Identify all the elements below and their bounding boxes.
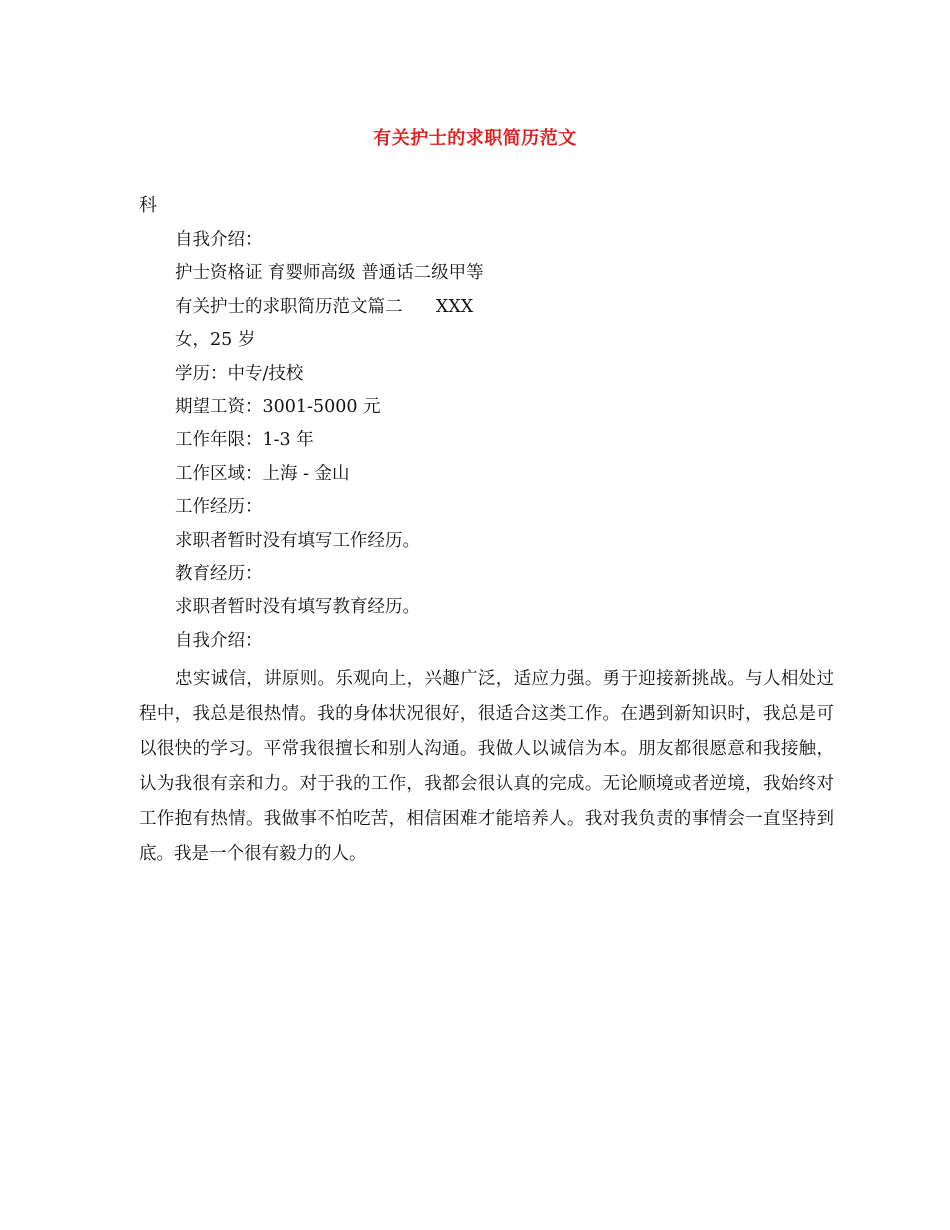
work-experience-text: 求职者暂时没有填写工作经历。 bbox=[175, 530, 420, 551]
section-heading-education: 教育经历： bbox=[175, 563, 263, 584]
section-heading-work-experience: 工作经历： bbox=[175, 497, 263, 518]
resume-lines bbox=[175, 228, 484, 662]
certificates-line: 护士资格证 育婴师高级 普通话二级甲等 bbox=[175, 263, 484, 284]
lead-text: 科 bbox=[139, 195, 157, 216]
section-heading-self-intro: 自我介绍： bbox=[175, 230, 263, 250]
gender-age-line: 女，25 岁 bbox=[175, 330, 256, 351]
work-years-line: 工作年限：1-3 年 bbox=[175, 430, 314, 451]
expected-salary-line: 期望工资：3001-5000 元 bbox=[175, 396, 381, 417]
section-heading-self-intro-2: 自我介绍： bbox=[175, 630, 263, 651]
work-region-line: 工作区域：上海 - 金山 bbox=[175, 463, 350, 484]
self-intro-paragraph: 忠实诚信，讲原则。乐观向上，兴趣广泛，适应力强。勇于迎接新挑战。与人相处过程中，我总是很热情。我的身体状况很好，很适合这类工作。在遇到新知识时，我总是可以很快的学习。平常我很擅长和别人沟通。我做人以诚信为本。朋友都很愿意和我接触，认为我很有亲和力。对于我的工作，我都会很认真的完成。无论顺境或者逆境，我始终对工作抱有热情。我做事不怕吃苦，相信困难才能培养人。我对我负责的事情会一直坚持到底。我是一个很有毅力的人。 bbox=[139, 669, 834, 864]
document-title: 有关护士的求职简历范文 bbox=[373, 128, 577, 149]
education-level-line: 学历：中专/技校 bbox=[175, 363, 304, 384]
resume-title-line: 有关护士的求职简历范文篇二 XXX bbox=[175, 296, 474, 317]
education-text: 求职者暂时没有填写教育经历。 bbox=[175, 597, 420, 618]
